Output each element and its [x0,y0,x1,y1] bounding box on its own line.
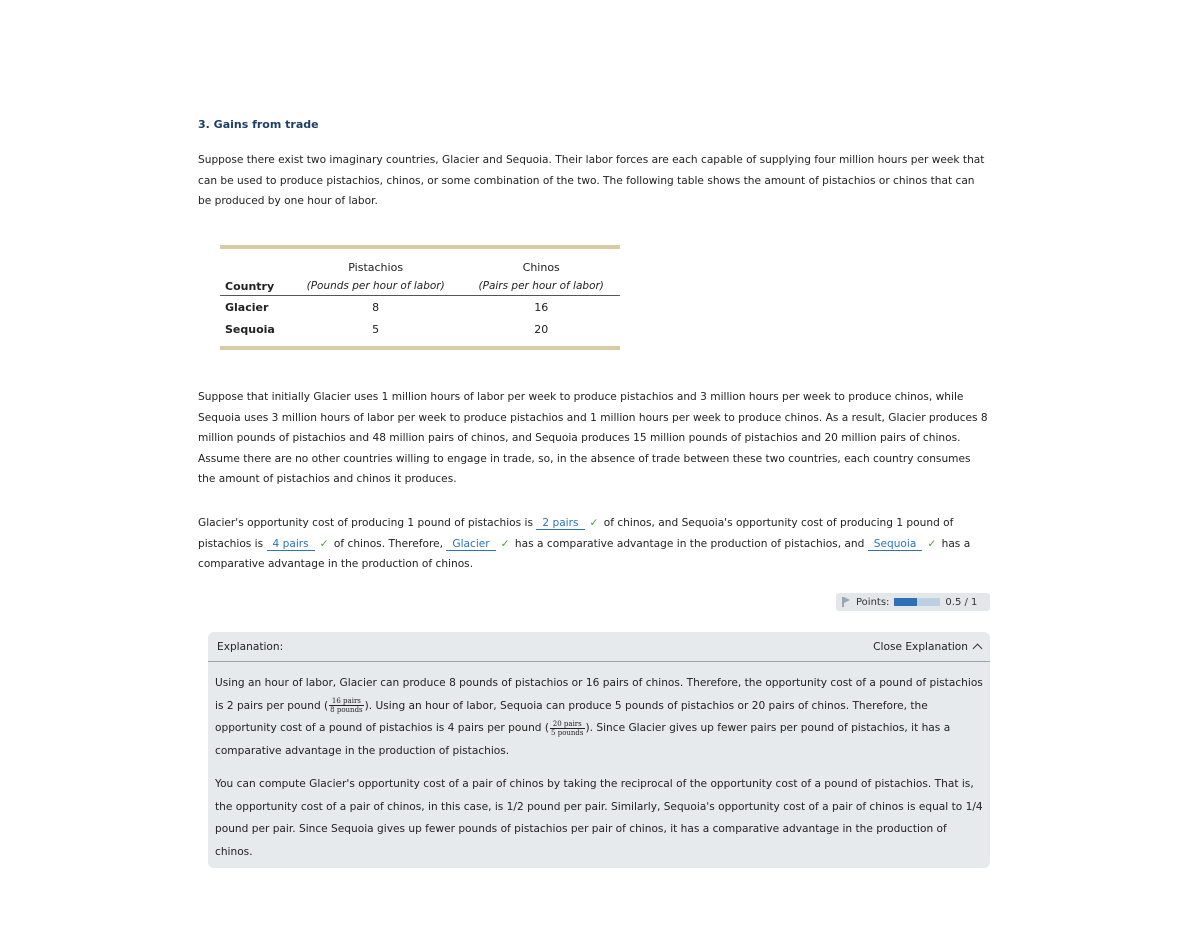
check-icon: ✓ [589,517,599,529]
production-table [220,245,620,350]
points-progress-bar [894,598,940,606]
table-row [220,318,620,346]
close-explanation-label: Close Explanation [873,640,968,653]
explanation-header [208,632,990,662]
col-header-country: Country [220,277,289,296]
explanation-title: Explanation: [217,640,284,653]
explanation-text: ). Using an hour of labor, Sequoia can produce 5 pounds of pistachios or 20 pairs of chinos. Therefore, the opportunity cost of a pound of pistachios is 4 pairs per pound ( [215,699,928,734]
points-label: Points: [856,596,890,608]
fraction-sequoia [550,720,584,737]
col-unit-chinos: (Pairs per hour of labor) [462,277,620,296]
row-country: Glacier [225,300,269,314]
points-score: 0.5 / 1 [945,596,978,608]
close-explanation-button[interactable] [873,641,981,653]
answer-dropdown-sequoia-cost[interactable]: 4 pairs [267,538,315,551]
row-pistachios: 5 [372,322,380,336]
fill-in-paragraph [198,513,990,575]
fraction-denominator: 5 pounds [551,728,584,737]
explanation-text: ). Since Glacier gives up fewer pairs per pound of pistachios, it has a comparative advantage in the production of pistachios. [215,722,951,757]
row-country: Sequoia [225,322,275,336]
question-title: 3. Gains from trade [198,118,319,131]
check-icon: ✓ [500,537,510,550]
answer-dropdown-pistachio-advantage[interactable]: Glacier [446,538,495,551]
explanation-panel [208,632,990,868]
explanation-text: Using an hour of labor, Glacier can produce 8 pounds of pistachios or 16 pairs of chinos. Therefore, the opportunity cost of a pound of pistachios is 2 pairs per pound ( [215,677,983,712]
col-unit-pistachios: (Pounds per hour of labor) [289,277,463,296]
row-chinos: 16 [534,300,549,314]
col-header-chinos: Chinos [522,260,560,274]
row-pistachios: 8 [372,300,380,314]
fill-in-text: Glacier's opportunity cost of producing 1 pound of pistachios is [198,517,537,529]
fraction-glacier [329,697,363,714]
row-chinos: 20 [534,322,549,336]
points-progress-fill [894,598,917,606]
col-header-pistachios: Pistachios [348,260,404,274]
flag-icon[interactable] [842,597,850,607]
fraction-denominator: 8 pounds [330,706,363,714]
chevron-up-icon [973,643,983,653]
points-badge [836,593,990,611]
table-bottom-bar [220,346,620,350]
scenario-paragraph: Suppose that initially Glacier uses 1 million hours of labor per week to produce pistachios and 3 million hours per week to produce chinos, while Sequoia uses 3 million hours of labor per week to produce pistachios and 1 million hours per week to produce chinos. As a result, Glacier produces 8 million pounds of pistachios and 48 million pairs of chinos, and Sequoia produces 15 million pounds of pistachios and 20 million pairs of chinos. Assume there are no other countries willing to engage in trade, so, in the absence of trade between these two countries, each country consumes the amount of pistachios and chinos it produces. [198,391,988,485]
fraction-numerator: 16 pairs [329,697,363,706]
fill-in-text: of chinos. Therefore, [330,537,447,550]
check-icon: ✓ [927,537,937,550]
check-icon: ✓ [319,537,329,550]
fill-in-text: has a comparative advantage in the production of pistachios, and [511,537,868,550]
fill-in-text: of chinos, and Sequoia's opportunity cost of producing 1 pound of pistachios is [198,517,954,550]
explanation-paragraph [215,672,983,762]
explanation-paragraph: You can compute Glacier's opportunity cost of a pair of chinos by taking the reciprocal of the opportunity cost of a pound of pistachios. That is, the opportunity cost of a pair of chinos, in this case, is 1/2 pound per pair. Similarly, Sequoia's opportunity cost of a pair of chinos is equal to 1/4 pound per pair. Since Sequoia gives up fewer pounds of pistachios per pair of chinos, it has a comparative advantage in the production of chinos. [215,778,983,858]
intro-paragraph: Suppose there exist two imaginary countries, Glacier and Sequoia. Their labor forces are each capable of supplying four million hours per week that can be used to produce pistachios, chinos, or some combination of the two. The following table shows the amount of pistachios or chinos that can be produced by one hour of labor. [198,154,985,207]
fraction-numerator: 20 pairs [550,720,584,729]
answer-dropdown-chino-advantage[interactable]: Sequoia [868,538,923,551]
table-row [220,296,620,319]
fill-in-text: has a comparative advantage in the production of chinos. [198,537,971,570]
answer-dropdown-glacier-cost[interactable]: 2 pairs [536,517,584,530]
